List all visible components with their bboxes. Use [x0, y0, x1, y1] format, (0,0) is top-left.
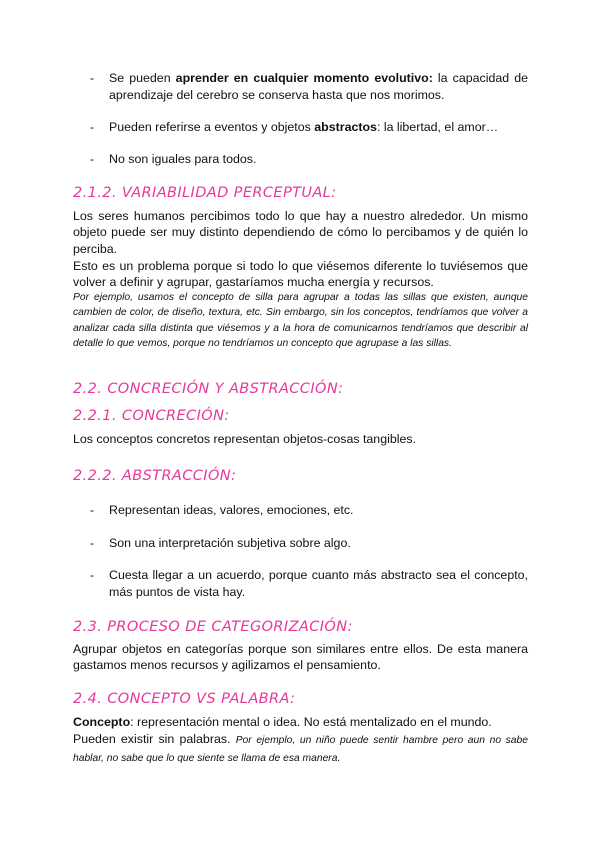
section-heading-concrecion-abstraccion: 2.2. CONCRECIÓN Y ABSTRACCIÓN: [73, 381, 344, 397]
section-heading-concepto-palabra: 2.4. CONCEPTO VS PALABRA: [73, 691, 296, 707]
bold-phrase: aprender en cualquier momento evolutivo: [175, 71, 433, 85]
paragraph: Concepto: representación mental o idea. No está mentalizado en el mundo. [73, 715, 492, 729]
paragraph: Esto es un problema porque si todo lo que viésemos diferente lo tuviésemos que volver a definir y agrupar, gastaríamos mucha energía y recursos. [73, 259, 528, 290]
example-text: Por ejemplo, un niño puede sentir hambre pero aun no sabe hablar, no sabe que lo que siente se llama de esa manera. [73, 735, 528, 765]
bullet-dash: - [90, 152, 95, 166]
bold-phrase: abstractos [314, 120, 377, 134]
bold-term: Concepto [73, 715, 131, 729]
bullet-dash: - [90, 71, 95, 85]
example-paragraph: Por ejemplo, usamos el concepto de silla para agrupar a todas las sillas que existen, aunque cambien de color, de diseño, textura, etc. Sin embargo, sin los conceptos, tendríamos que volver a analizar cada silla distinta que viésemos y a la hora de comunicarnos tendríamos que describir al detalle lo que vemos, porque no tendríamos un concepto que agrupase a las sillas. [73, 292, 528, 350]
paragraph: Agrupar objetos en categorías porque son similares entre ellos. De esta manera gastamos menos recursos y agilizamos el pensamiento. [73, 642, 528, 673]
section-heading-abstraccion: 2.2.2. ABSTRACCIÓN: [73, 468, 237, 484]
section-heading-concrecion: 2.2.1. CONCRECIÓN: [73, 408, 230, 424]
bullet-dash: - [90, 536, 95, 550]
section-heading-categorizacion: 2.3. PROCESO DE CATEGORIZACIÓN: [73, 619, 353, 635]
bullet-dash: - [90, 503, 95, 517]
bullet-dash: - [90, 568, 95, 582]
paragraph: Pueden existir sin palabras. Por ejemplo, un niño puede sentir hambre pero aun no sabe hablar, no sabe que lo que siente se llama de esa manera. [73, 732, 528, 765]
paragraph: Los conceptos concretos representan objetos-cosas tangibles. [73, 432, 417, 446]
document-page: - Se pueden aprender en cualquier momento evolutivo: la capacidad de aprendizaje del cerebro se conserva hasta que nos morimos. - Pueden referirse a eventos y objetos abstractos: la libertad, el amor… - No son iguales para todos. 2.1.2. VARIABILIDAD PERCEPTUAL: Los seres humanos percibimos todo lo que hay a nuestro alrededor. Un mismo objeto puede ser muy distinto dependiendo de cómo lo percibamos y de quién lo perciba. Esto es un problema porque si todo lo que viésemos diferente lo tuviésemos que volver a definir y agrupar, gastaríamos mucha energía y recursos. Por ejemplo, usamos el concepto de silla para agrupar a todas las sillas que existen, aunque cambien de color, de diseño, textura, etc. Sin embargo, sin los conceptos, tendríamos que volver a analizar cada silla distinta que viésemos y a la hora de comunicarnos tendríamos que describir al detalle lo que vemos, porque no tendríamos un concepto que agrupase a las sillas. 2.2. CONCRECIÓN Y ABSTRACCIÓN: 2.2.1. CONCRECIÓN: Los conceptos concretos representan objetos-cosas tangibles. 2.2.2. ABSTRACCIÓN: - Representan ideas, valores, emociones, etc. - Son una interpretación subjetiva sobre algo. - Cuesta llegar a un acuerdo, porque cuanto más abstracto sea el concepto, más puntos de vista hay. 2.3. PROCESO DE CATEGORIZACIÓN: Agrupar objetos en categorías porque son similares entre ellos. De esta manera gastamos menos recursos y agilizamos el pensamiento. 2.4. CONCEPTO VS PALABRA: Concepto: representación mental o idea. No está mentalizado en el mundo. Pueden existir sin palabras. Por ejemplo, un niño puede sentir hambre pero aun no sabe hablar, no sabe que lo que siente se llama de esa manera. [0, 0, 600, 848]
section-heading-variabilidad: 2.1.2. VARIABILIDAD PERCEPTUAL: [73, 185, 337, 201]
bullet-dash: - [90, 120, 95, 134]
paragraph: Los seres humanos percibimos todo lo que hay a nuestro alrededor. Un mismo objeto puede ser muy distinto dependiendo de cómo lo percibamos y de quién lo perciba. [73, 209, 528, 256]
